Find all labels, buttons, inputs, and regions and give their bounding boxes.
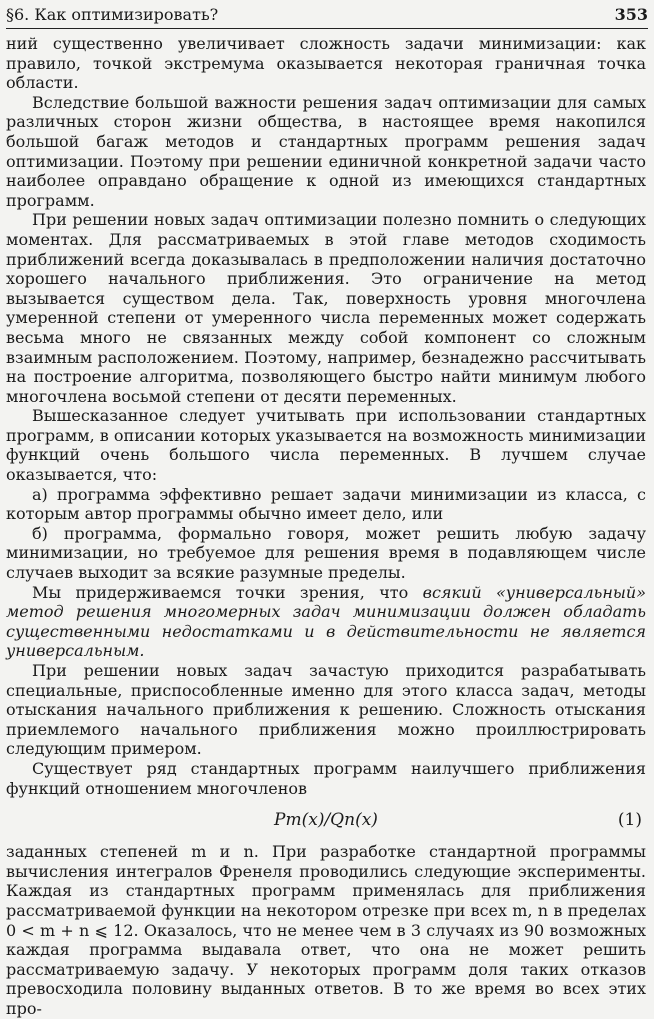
paragraph-viewpoint	[6, 583, 646, 661]
paragraph-initial-approximation: При решении новых задач зачастую приходится разрабатывать специальные, приспособленные именно для этого класса задач, методы отыскания начального приближения к решению. Сложность отыскания приемлемого начального приближения можно проиллюстрировать следующим примером.	[6, 661, 646, 759]
paragraph-rational-approximation: Существует ряд стандартных программ наилучшего приближения функций отношением многочленов	[6, 758, 646, 798]
viewpoint-italic: всякий «универсальный» метод решения многомерных задач минимизации должен обладать существенными недостатками и в действительности не является универсальным.	[6, 582, 647, 661]
viewpoint-plain: Мы придерживаемся точки зрения, что	[32, 582, 423, 602]
running-header	[6, 4, 648, 29]
section-title: §6. Как оптимизировать?	[6, 5, 219, 24]
paragraph-considerations: Вышесказанное следует учитывать при использовании стандартных программ, в описании которых указывается на возможность минимизации функций очень большого числа переменных. В лучшем случае оказывается, что:	[6, 406, 646, 485]
formula-expression: Pm(x)/Qn(x)	[274, 810, 378, 831]
formula-number: (1)	[617, 810, 642, 831]
paragraph-continuation: ний существенно увеличивает сложность задачи минимизации: как правило, точкой экстремума оказывается некоторая граничная точка области.	[6, 34, 646, 93]
paragraph-fresnel-experiment: заданных степеней m и n. При разработке стандартной программы вычисления интегралов Френеля проводились следующие эксперименты. Каждая из стандартных программ применялась для приближения рассматриваемой функции на некотором отрезке при всех m, n в пределах 0 < m + n ⩽ 12. Оказалось, что не менее чем в 3 случаях из 90 возможных каждая программа выдавала ответ, что она не может решить рассматриваемую задачу. У некоторых программ доля таких отказов превосходила половину выданных ответов. В то же время во всех этих про-	[6, 842, 646, 1018]
list-item-a: а) программа эффективно решает задачи минимизации из класса, с которым автор программы обычно имеет дело, или	[6, 484, 646, 524]
paragraph-standard-programs: Вследствие большой важности решения задач оптимизации для самых различных сторон жизни общества, в настоящее время накопился большой багаж методов и стандартных программ решения задач оптимизации. Поэтому при решении единичной конкретной задачи часто наиболее оправдано обращение к одной из имеющихся стандартных программ.	[6, 92, 646, 210]
list-item-b: б) программа, формально говоря, может решить любую задачу минимизации, но требуемое для решения время в подавляющем числе случаев выходит за всякие разумные пределы.	[6, 523, 646, 583]
page-number: 353	[614, 5, 648, 24]
paragraph-new-problems: При решении новых задач оптимизации полезно помнить о следующих моментах. Для рассматриваемых в этой главе методов сходимость приближений всегда доказывалась в предположении наличия достаточно хорошего начального приближения. Это ограничение на метод вызывается существом дела. Так, поверхность уровня многочлена умеренной степени от умеренного числа переменных может содержать весьма много не связанных между собой компонент со сложным взаимным расположением. Поэтому, например, безнадежно рассчитывать на построение алгоритма, позволяющего быстро найти минимум любого многочлена восьмой степени от десяти переменных.	[6, 210, 646, 406]
formula-1	[6, 798, 646, 842]
page-body	[6, 34, 646, 1019]
